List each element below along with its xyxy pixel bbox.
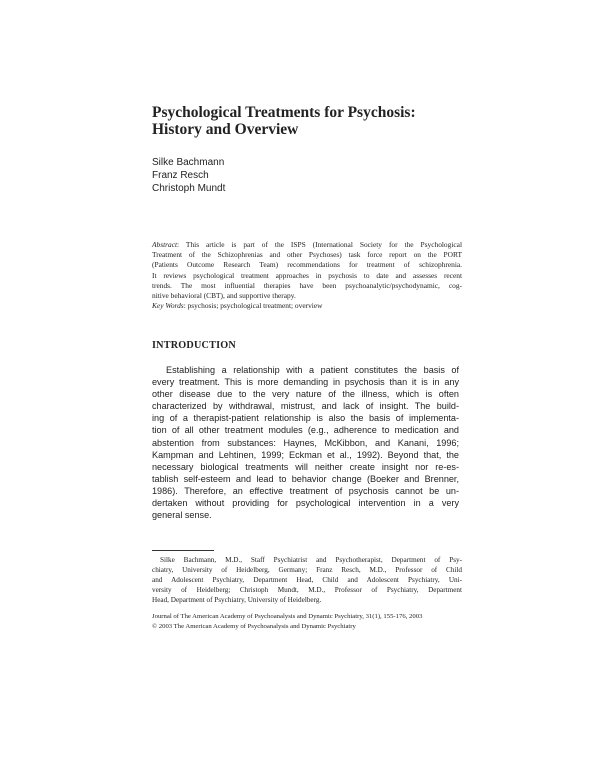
author-name: Silke Bachmann bbox=[152, 157, 225, 168]
title-line: Psychological Treatments for Psychosis: bbox=[152, 104, 416, 121]
footnote-line: chiatry, University of Heidelberg, Germany; Franz Resch, M.D., Professor of Child bbox=[152, 566, 462, 574]
keywords-text: : psychosis; psychological treatment; overview bbox=[183, 301, 323, 311]
footnote-divider bbox=[152, 550, 214, 551]
footnote-line: and Adolescent Psychiatry, Department Head, Child and Adolescent Psychiatry, Uni- bbox=[152, 576, 462, 584]
author-footnote bbox=[152, 555, 462, 605]
abstract-text: : This article is part of the ISPS (International Society for the Psychological bbox=[177, 240, 462, 249]
footnote-line: versity of Heidelberg; Christoph Mundt, M.D., Professor of Psychiatry, Department bbox=[152, 586, 462, 594]
abstract bbox=[152, 240, 462, 311]
section-heading: INTRODUCTION bbox=[152, 340, 236, 351]
author-list bbox=[152, 156, 225, 195]
article-title bbox=[152, 104, 472, 138]
body-line: other disease due to the very nature of the illness, which is often bbox=[152, 389, 459, 400]
body-line: characterized by withdrawal, mistrust, and lack of insight. The build- bbox=[152, 401, 459, 412]
abstract-line: Treatment of the Schizophrenias and other Psychoses) task force report on the PORT bbox=[152, 250, 462, 260]
body-line: every treatment. This is more demanding in psychosis than it is in any bbox=[152, 377, 459, 388]
body-line: tablish self-esteem and lead to behavior change (Boeker and Brenner, bbox=[152, 473, 459, 484]
body-line: dertaken without providing for psychological intervention in a very bbox=[152, 498, 459, 509]
body-line: Establishing a relationship with a patient constitutes the basis of bbox=[166, 365, 459, 375]
body-line: abstention from substances: Haynes, McKibbon, and Kanani, 1996; bbox=[152, 437, 459, 448]
journal-reference: Journal of The American Academy of Psychoanalysis and Dynamic Psychiatry, 31(1), 155-176, 2003 bbox=[152, 613, 423, 620]
copyright-notice: © 2003 The American Academy of Psychoanalysis and Dynamic Psychiatry bbox=[152, 622, 356, 630]
abstract-label: Abstract bbox=[152, 240, 178, 249]
footnote-line: Head, Department of Psychiatry, University of Heidelberg. bbox=[152, 596, 322, 604]
abstract-line: trends. The most influential therapies have been psychoanalytic/psychodynamic, cog- bbox=[152, 280, 462, 290]
body-line: Kampman and Lehtinen, 1999; Eckman et al., 1992). Beyond that, the bbox=[152, 449, 459, 460]
abstract-line bbox=[152, 240, 462, 250]
author-name: Franz Resch bbox=[152, 170, 209, 181]
footnote-line: Silke Bachmann, M.D., Staff Psychiatrist and Psychotherapist, Department of Psy- bbox=[160, 556, 462, 564]
body-line: general sense. bbox=[152, 510, 212, 521]
abstract-line: nitive behavioral (CBT), and supportive therapy. bbox=[152, 291, 296, 301]
body-line: 1986). Therefore, an effective treatment of psychosis cannot be un- bbox=[152, 485, 459, 496]
abstract-line: It reviews psychological treatment approaches in psychosis to date and assesses recent bbox=[152, 270, 462, 280]
journal-citation bbox=[152, 612, 462, 631]
body-paragraph bbox=[152, 364, 459, 521]
keywords-label: Key Words bbox=[152, 301, 184, 311]
author-name: Christoph Mundt bbox=[152, 183, 226, 194]
keywords bbox=[152, 301, 462, 311]
body-line: tion of all other treatment modules (e.g., adherence to medication and bbox=[152, 425, 459, 436]
body-line: necessary biological treatments will neither create insight nor re-es- bbox=[152, 461, 459, 472]
abstract-line: (Patients Outcome Research Team) recommendations for treatment of schizophrenia. bbox=[152, 260, 462, 270]
title-line: History and Overview bbox=[152, 121, 299, 138]
body-line: ing of a therapist-patient relationship is also the basis of implementa- bbox=[152, 413, 459, 424]
